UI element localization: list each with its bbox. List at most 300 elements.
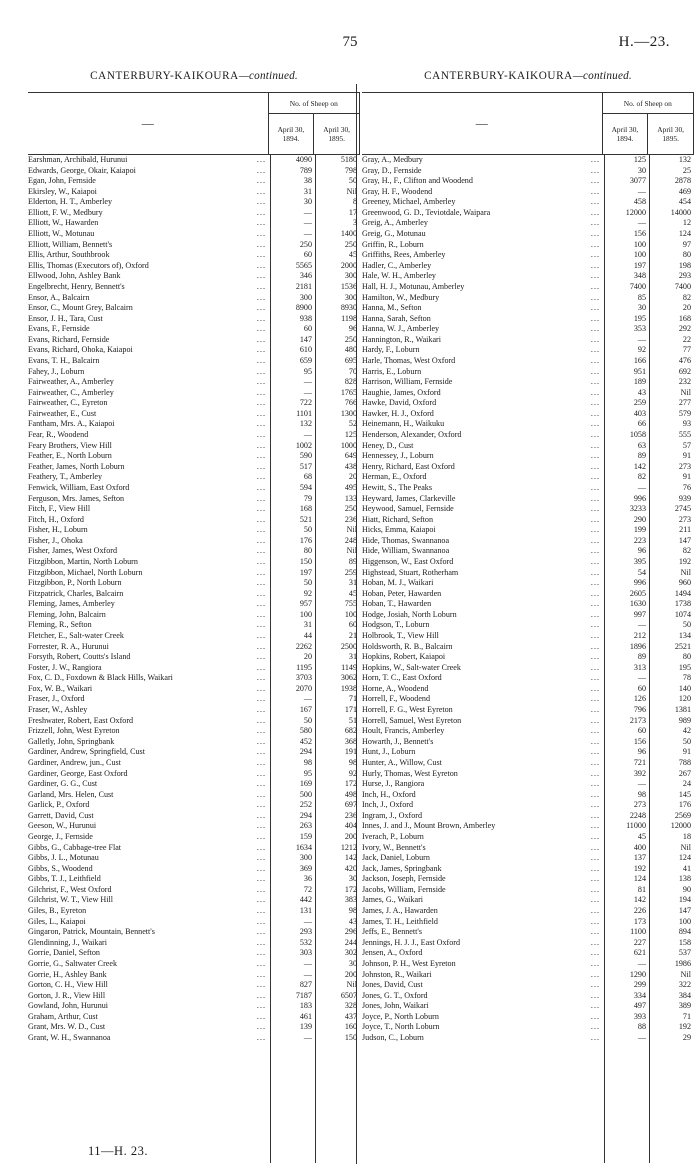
sheep-1894: 44 xyxy=(303,631,312,641)
table-row xyxy=(362,356,694,367)
sheep-1895: 91 xyxy=(682,747,691,757)
leader-dots: ... xyxy=(590,1001,600,1011)
sheep-1894: 590 xyxy=(299,451,312,461)
owner-name: Elliott, W., Motunau xyxy=(28,229,95,239)
table-row xyxy=(28,927,360,938)
table-row xyxy=(28,1001,360,1012)
sheep-1894: 7187 xyxy=(295,990,312,1000)
leader-dots: ... xyxy=(590,948,600,958)
sheep-1895: 3 xyxy=(352,218,357,228)
owner-name: Fleming, R., Sefton xyxy=(28,620,92,630)
owner-name: Fahey, J., Loburn xyxy=(28,366,85,376)
table-row xyxy=(28,324,360,335)
owner-name: Gingaron, Patrick, Mountain, Bennett's xyxy=(28,927,155,937)
owner-name: Fitzgibbon, P., North Loburn xyxy=(28,578,122,588)
sheep-1895: 2500 xyxy=(340,641,357,651)
sheep-1895: 192 xyxy=(678,556,691,566)
owner-name: Evans, Richard, Ohoka, Kaiapoi xyxy=(28,345,133,355)
owner-name: Gibbs, G., Cabbage-tree Flat xyxy=(28,842,122,852)
sheep-1894: 951 xyxy=(633,366,646,376)
sheep-1895: 2878 xyxy=(674,176,691,186)
table-row xyxy=(362,388,694,399)
sheep-1895: 147 xyxy=(678,906,691,916)
sheep-1894: — xyxy=(303,1032,312,1042)
sheep-1894: 2070 xyxy=(295,683,312,693)
leader-dots: ... xyxy=(590,641,600,651)
owner-name: Howarth, J., Bennett's xyxy=(362,736,434,746)
sheep-1895: 5180 xyxy=(340,155,357,164)
table-row xyxy=(362,705,694,716)
owner-name: Heinemann, H., Waikuku xyxy=(362,419,445,429)
leader-dots: ... xyxy=(256,810,266,820)
sheep-1895: 1400 xyxy=(340,229,357,239)
table-row xyxy=(362,885,694,896)
table-row xyxy=(28,451,360,462)
table-row xyxy=(28,494,360,505)
owner-name: Fox, W. B., Waikari xyxy=(28,683,93,693)
leader-dots: ... xyxy=(590,736,600,746)
sheep-1895: 480 xyxy=(344,345,357,355)
owner-name: Earshman, Archibald, Hurunui xyxy=(28,155,128,164)
table-row xyxy=(362,652,694,663)
sheep-1895: 300 xyxy=(344,292,357,302)
leader-dots: ... xyxy=(256,366,266,376)
leader-dots: ... xyxy=(590,504,600,514)
owner-name: Hunt, J., Loburn xyxy=(362,747,416,757)
leader-dots: ... xyxy=(590,705,600,715)
sheep-1895: 579 xyxy=(678,408,691,418)
owner-name: Heyward, James, Clarkeville xyxy=(362,493,456,503)
leader-dots: ... xyxy=(256,239,266,249)
table-row xyxy=(28,779,360,790)
table-row xyxy=(362,335,694,346)
table-row xyxy=(28,303,360,314)
sheep-1894: 303 xyxy=(299,948,312,958)
sheep-1895: 92 xyxy=(348,768,357,778)
owner-name: Hurse, J., Rangiora xyxy=(362,779,425,789)
sheep-1895: 29 xyxy=(682,1032,691,1042)
owner-name: Gibbs, J. L., Motunau xyxy=(28,853,99,863)
leader-dots: ... xyxy=(590,990,600,1000)
leader-dots: ... xyxy=(256,324,266,334)
sheep-1894: 126 xyxy=(633,694,646,704)
sheep-1895: 80 xyxy=(682,652,691,662)
table-row xyxy=(362,578,694,589)
table-row xyxy=(362,483,694,494)
sheep-1895: 1494 xyxy=(674,588,691,598)
owner-name: Gray, D., Fernside xyxy=(362,165,422,175)
sheep-1894: 197 xyxy=(299,567,312,577)
table-row xyxy=(362,367,694,378)
owner-name: Griffin, R., Loburn xyxy=(362,239,424,249)
leader-dots: ... xyxy=(256,757,266,767)
leader-dots: ... xyxy=(256,990,266,1000)
sheep-1895: 145 xyxy=(678,789,691,799)
sheep-1895: 296 xyxy=(344,927,357,937)
leader-dots: ... xyxy=(590,430,600,440)
sheep-1895: 80 xyxy=(682,250,691,260)
sheep-1894: 621 xyxy=(633,948,646,958)
leader-dots: ... xyxy=(590,387,600,397)
leader-dots: ... xyxy=(256,461,266,471)
leader-dots: ... xyxy=(590,155,600,164)
owner-name: Jackson, Joseph, Fernside xyxy=(362,874,446,884)
sheep-1895: Nil xyxy=(346,546,357,556)
table-row xyxy=(28,546,360,557)
leader-dots: ... xyxy=(256,874,266,884)
sheep-1894: 252 xyxy=(299,800,312,810)
sheep-1895: 93 xyxy=(682,419,691,429)
sheep-1894: 3077 xyxy=(629,176,646,186)
sheep-1895: 1765 xyxy=(340,387,357,397)
sheep-1895: 17 xyxy=(348,207,357,217)
table-row xyxy=(362,938,694,949)
year-1895-header: April 30, 1895. xyxy=(648,114,694,155)
owner-name: Hide, Thomas, Swannanoa xyxy=(362,535,450,545)
sheep-1895: Nil xyxy=(346,525,357,535)
leader-dots: ... xyxy=(590,525,600,535)
owner-name: Gray, H. F., Woodend xyxy=(362,186,433,196)
leader-dots: ... xyxy=(256,271,266,281)
sheep-1895: 328 xyxy=(344,1001,357,1011)
owner-name: Fisher, H., Loburn xyxy=(28,525,88,535)
leader-dots: ... xyxy=(256,408,266,418)
table-row xyxy=(362,345,694,356)
sheep-1894: 197 xyxy=(633,260,646,270)
sheep-1895: 50 xyxy=(348,176,357,186)
sheep-1894: 4090 xyxy=(295,155,312,164)
leader-dots: ... xyxy=(590,599,600,609)
sheep-1894: — xyxy=(303,430,312,440)
sheep-1894: 227 xyxy=(633,937,646,947)
sheep-1894: 3703 xyxy=(295,673,312,683)
sheep-1895: 147 xyxy=(678,535,691,545)
owner-name: Inch, J., Oxford xyxy=(362,800,414,810)
sheep-1894: 131 xyxy=(299,906,312,916)
table-row xyxy=(362,769,694,780)
table-row xyxy=(362,716,694,727)
sheep-1894: 263 xyxy=(299,821,312,831)
sheep-1894: 300 xyxy=(299,292,312,302)
sheep-1894: — xyxy=(303,969,312,979)
sheep-1894: 3233 xyxy=(629,504,646,514)
leader-dots: ... xyxy=(256,969,266,979)
table-row xyxy=(362,811,694,822)
sheep-1895: 250 xyxy=(344,334,357,344)
leader-dots: ... xyxy=(256,546,266,556)
leader-dots: ... xyxy=(590,937,600,947)
leader-dots: ... xyxy=(590,578,600,588)
sheep-1895: 14000 xyxy=(670,207,691,217)
owner-name: Higgenson, W., East Oxford xyxy=(362,556,454,566)
sheep-1895: Nil xyxy=(680,567,691,577)
sheep-1894: 199 xyxy=(633,525,646,535)
sheep-1894: 1634 xyxy=(295,842,312,852)
owner-name: Fitzgibbon, Michael, North Loburn xyxy=(28,567,143,577)
sheep-1895: 469 xyxy=(678,186,691,196)
leader-dots: ... xyxy=(256,980,266,990)
sheep-1895: 71 xyxy=(682,1011,691,1021)
owner-name: Hall, H. J., Motunau, Amberley xyxy=(362,281,465,291)
owner-name: Hurly, Thomas, West Eyreton xyxy=(362,768,458,778)
sheep-1894: 2173 xyxy=(629,715,646,725)
sheep-1895: 30 xyxy=(348,958,357,968)
table-row xyxy=(28,917,360,928)
owner-name: Heney, D., Cust xyxy=(362,440,414,450)
sheep-1895: 695 xyxy=(344,355,357,365)
table-row xyxy=(28,758,360,769)
owner-name: Gorrie, Daniel, Sefton xyxy=(28,948,100,958)
sheep-1895: 57 xyxy=(682,440,691,450)
sheep-1894: 95 xyxy=(303,366,312,376)
leader-dots: ... xyxy=(590,472,600,482)
sheep-1895: 7400 xyxy=(674,281,691,291)
table-row xyxy=(28,356,360,367)
sheep-1895: 133 xyxy=(344,493,357,503)
sheep-1894: 38 xyxy=(303,176,312,186)
table-row xyxy=(28,557,360,568)
table-row xyxy=(362,948,694,959)
owner-name: Inch, H., Oxford xyxy=(362,789,416,799)
table-row xyxy=(362,864,694,875)
owner-name: Joyce, P., North Loburn xyxy=(362,1011,439,1021)
table-row xyxy=(28,377,360,388)
sheep-1895: 160 xyxy=(344,1022,357,1032)
leader-dots: ... xyxy=(590,1011,600,1021)
sheep-1894: 393 xyxy=(633,1011,646,1021)
sheep-1895: 124 xyxy=(678,853,691,863)
sheep-1894: 458 xyxy=(633,197,646,207)
table-row xyxy=(28,1033,360,1044)
sheep-1895: 200 xyxy=(344,969,357,979)
owner-name: Fitzgibbon, Martin, North Loburn xyxy=(28,556,138,566)
sheep-1894: 11000 xyxy=(626,821,646,831)
owner-name: Giles, B., Eyreton xyxy=(28,906,87,916)
table-row xyxy=(362,430,694,441)
leader-dots: ... xyxy=(256,387,266,397)
leader-dots: ... xyxy=(590,694,600,704)
sheep-1894: 43 xyxy=(637,387,646,397)
leader-dots: ... xyxy=(256,556,266,566)
table-row xyxy=(362,694,694,705)
leader-dots: ... xyxy=(256,578,266,588)
sheep-1894: 722 xyxy=(299,398,312,408)
table-row xyxy=(362,874,694,885)
leader-dots: ... xyxy=(256,535,266,545)
leader-dots: ... xyxy=(256,726,266,736)
table-row xyxy=(28,345,360,356)
leader-dots: ... xyxy=(256,482,266,492)
owner-name: Edwards, George, Okair, Kaiapoi xyxy=(28,165,136,175)
sheep-1895: 302 xyxy=(344,948,357,958)
sheep-1895: Nil xyxy=(680,842,691,852)
sheep-1895: 236 xyxy=(344,514,357,524)
table-row xyxy=(362,208,694,219)
sheep-1895: 788 xyxy=(678,757,691,767)
table-row xyxy=(28,811,360,822)
sheep-1894: 403 xyxy=(633,408,646,418)
owner-name: Garlick, P., Oxford xyxy=(28,800,90,810)
sheep-1895: 100 xyxy=(678,916,691,926)
leader-dots: ... xyxy=(256,1011,266,1021)
table-row xyxy=(362,821,694,832)
sheep-1895: 555 xyxy=(678,430,691,440)
leader-dots: ... xyxy=(256,165,266,175)
owner-name: Feathery, T., Amberley xyxy=(28,472,103,482)
owner-name: Fairweather, C., Eyreton xyxy=(28,398,108,408)
table-row xyxy=(362,377,694,388)
owner-name: Gorrie, G., Saltwater Creek xyxy=(28,958,117,968)
table-row xyxy=(362,229,694,240)
table-row xyxy=(28,652,360,663)
sheep-1895: 2745 xyxy=(674,504,691,514)
sheep-1894: 273 xyxy=(633,800,646,810)
sheep-1894: 1058 xyxy=(629,430,646,440)
owner-name: Elliott, William, Bennett's xyxy=(28,239,113,249)
sheep-1894: 189 xyxy=(633,377,646,387)
sheep-1894: 30 xyxy=(637,303,646,313)
sheep-1894: 54 xyxy=(637,567,646,577)
owner-name: Fantham, Mrs. A., Kaiapoi xyxy=(28,419,115,429)
table-row xyxy=(362,970,694,981)
sheep-1894: 137 xyxy=(633,853,646,863)
owner-list xyxy=(28,155,360,1044)
owner-name: Ellis, Arthur, Southbrook xyxy=(28,250,110,260)
sheep-1894: 68 xyxy=(303,472,312,482)
table-row xyxy=(362,546,694,557)
leader-dots: ... xyxy=(590,493,600,503)
table-row xyxy=(28,800,360,811)
table-row xyxy=(362,991,694,1002)
name-column-header: — xyxy=(362,93,602,155)
sheep-1894: — xyxy=(303,387,312,397)
owner-name: Hanna, Sarah, Sefton xyxy=(362,313,431,323)
leader-dots: ... xyxy=(256,303,266,313)
leader-dots: ... xyxy=(256,250,266,260)
table-row xyxy=(362,271,694,282)
sheep-1894: — xyxy=(303,916,312,926)
table-row xyxy=(362,631,694,642)
owner-name: Hicks, Emma, Kaiapoi xyxy=(362,525,436,535)
table-row xyxy=(28,684,360,695)
leader-dots: ... xyxy=(590,451,600,461)
owner-list xyxy=(362,155,694,1044)
sheep-1895: 211 xyxy=(679,525,691,535)
sheep-1894: 12000 xyxy=(625,207,646,217)
leader-dots: ... xyxy=(256,694,266,704)
sheep-1895: 91 xyxy=(682,472,691,482)
owner-name: Jack, James, Springbank xyxy=(362,863,442,873)
table-row xyxy=(362,409,694,420)
leader-dots: ... xyxy=(590,419,600,429)
owner-name: Highstead, Stuart, Rotherham xyxy=(362,567,459,577)
sheep-1895: 2521 xyxy=(674,641,691,651)
table-row xyxy=(28,388,360,399)
table-row xyxy=(28,462,360,473)
sheep-1895: 1536 xyxy=(340,281,357,291)
sheep-1894: — xyxy=(303,377,312,387)
owner-name: Horrell, F., Woodend xyxy=(362,694,431,704)
table-row xyxy=(362,790,694,801)
leader-dots: ... xyxy=(590,535,600,545)
owner-name: Hannington, R., Waikari xyxy=(362,334,442,344)
sheep-1894: 100 xyxy=(633,239,646,249)
table-row xyxy=(362,197,694,208)
leader-dots: ... xyxy=(590,906,600,916)
sheep-1895: 52 xyxy=(348,419,357,429)
table-row xyxy=(362,589,694,600)
leader-dots: ... xyxy=(256,313,266,323)
leader-dots: ... xyxy=(256,419,266,429)
sheep-1895: 250 xyxy=(344,239,357,249)
owner-name: Evans, T. H., Balcairn xyxy=(28,355,100,365)
sheep-1894: 957 xyxy=(299,599,312,609)
leader-dots: ... xyxy=(590,884,600,894)
sheep-1895: 682 xyxy=(344,726,357,736)
sheep-1895: 250 xyxy=(344,504,357,514)
sheep-1895: 71 xyxy=(348,694,357,704)
sheep-1894: 60 xyxy=(637,683,646,693)
owner-name: Ellis, Thomas (Executors of), Oxford xyxy=(28,260,149,270)
sheep-1894: — xyxy=(303,207,312,217)
sheep-1894: 290 xyxy=(633,514,646,524)
sheep-1895: 24 xyxy=(682,779,691,789)
owner-name: Joyce, T., North Loburn xyxy=(362,1022,440,1032)
sheep-1895: 194 xyxy=(678,895,691,905)
sheep-1895: 1074 xyxy=(674,609,691,619)
table-row xyxy=(28,409,360,420)
sheep-1894: 789 xyxy=(299,165,312,175)
owner-name: Hawke, David, Oxford xyxy=(362,398,437,408)
right-column xyxy=(362,68,694,1163)
page-footer: 11—H. 23. xyxy=(88,1144,148,1158)
sheep-1894: 169 xyxy=(299,779,312,789)
leader-dots: ... xyxy=(256,863,266,873)
sheep-1894: 31 xyxy=(303,620,312,630)
owner-name: Iverach, P., Loburn xyxy=(362,832,424,841)
owner-name: Feather, E., North Loburn xyxy=(28,451,112,461)
sheep-1895: 267 xyxy=(678,768,691,778)
owner-name: Fitch, H., Oxford xyxy=(28,514,84,524)
owner-name: Hoult, Francis, Amberley xyxy=(362,726,445,736)
owner-name: Geeson, W., Hurunui xyxy=(28,821,97,831)
sheep-1894: 452 xyxy=(299,736,312,746)
owner-name: Fear, R., Woodend xyxy=(28,430,89,440)
table-row xyxy=(362,494,694,505)
sheep-1895: 368 xyxy=(344,736,357,746)
owner-name: Ensor, J. H., Tara, Cust xyxy=(28,313,103,323)
sheep-1894: 192 xyxy=(633,863,646,873)
sheep-1894: 100 xyxy=(299,609,312,619)
table-row xyxy=(28,832,360,843)
sheep-1894: 369 xyxy=(299,863,312,873)
sheep-1894: — xyxy=(303,958,312,968)
leader-dots: ... xyxy=(256,789,266,799)
table-row xyxy=(28,578,360,589)
leader-dots: ... xyxy=(256,705,266,715)
owner-name: Fitzpatrick, Charles, Balcairn xyxy=(28,588,124,598)
leader-dots: ... xyxy=(256,631,266,641)
sheep-1895: 45 xyxy=(348,588,357,598)
table-row xyxy=(28,663,360,674)
owner-name: Jacobs, William, Fernside xyxy=(362,884,446,894)
owner-name: Innes, J. and J., Mount Brown, Amberley xyxy=(362,821,496,831)
leader-dots: ... xyxy=(590,715,600,725)
sheep-1894: 95 xyxy=(303,768,312,778)
leader-dots: ... xyxy=(590,779,600,789)
table-row xyxy=(362,303,694,314)
sheep-1894: 132 xyxy=(299,419,312,429)
